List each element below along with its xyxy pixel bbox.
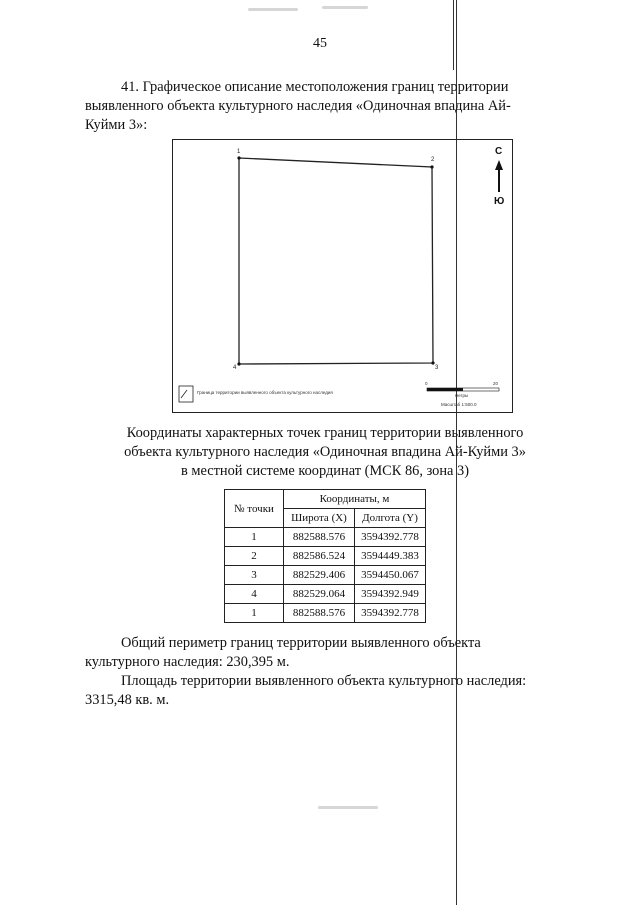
row-latitude: 882588.576 [284, 604, 355, 623]
row-point-number: 2 [225, 547, 284, 566]
caption-line-1: Координаты характерных точек границ территории выявленного [126, 425, 524, 441]
point-label-4: 4 [233, 365, 237, 371]
row-latitude: 882529.064 [284, 585, 355, 604]
scale-start: 0 [425, 381, 428, 386]
territory-boundary [239, 158, 433, 364]
scale-unit: метры [455, 393, 469, 398]
legend-text: Граница территории выявленного объекта культурного наследия [197, 390, 333, 395]
row-point-number: 4 [225, 585, 284, 604]
area-line-1: Площадь территории выявленного объекта культурного наследия: [121, 673, 527, 689]
area-line-2: 3315,48 кв. м. [85, 692, 170, 708]
row-point-number: 1 [225, 604, 284, 623]
scale-text: Масштаб 1:500.0 [441, 402, 477, 407]
table-header-row [225, 490, 426, 509]
area-paragraph [85, 672, 565, 710]
scale-bar-fill [427, 388, 463, 391]
legend-swatch-line [181, 390, 187, 398]
point-marker-4 [237, 362, 240, 365]
coordinates-table [224, 489, 426, 623]
row-longitude: 3594450.067 [355, 566, 426, 585]
heading-line-1: 41. Графическое описание местоположения границ территории [121, 79, 509, 95]
point-marker-2 [430, 165, 433, 168]
north-label: С [495, 146, 503, 157]
perimeter-paragraph [85, 634, 565, 672]
point-label-1: 1 [237, 149, 241, 155]
table-row [225, 566, 426, 585]
row-latitude: 882586.524 [284, 547, 355, 566]
scan-smudge-top-right [322, 6, 368, 9]
south-label: Ю [494, 196, 505, 207]
row-point-number: 3 [225, 566, 284, 585]
legend-swatch [179, 386, 193, 402]
table-row [225, 528, 426, 547]
section-heading [85, 78, 565, 135]
point-marker-1 [237, 156, 240, 159]
header-coordinates: Координаты, м [284, 490, 426, 509]
header-longitude: Долгота (Y) [355, 509, 426, 528]
scan-smudge-top-left [248, 8, 298, 11]
scale-end: 20 [493, 381, 499, 386]
row-latitude: 882588.576 [284, 528, 355, 547]
page-number: 45 [313, 36, 327, 51]
caption-line-3: в местной системе координат (МСК 86, зона 3) [180, 463, 470, 479]
boundary-map [172, 139, 513, 413]
row-latitude: 882529.406 [284, 566, 355, 585]
scan-smudge-bottom [318, 806, 378, 809]
header-point-number: № точки [225, 490, 284, 528]
table-row [225, 585, 426, 604]
scan-fold-line-2 [453, 0, 454, 70]
row-longitude: 3594449.383 [355, 547, 426, 566]
caption-line-2: объекта культурного наследия «Одиночная впадина Ай-Куйми 3» [124, 444, 526, 460]
table-caption [85, 424, 565, 481]
boundary-map-drawing [173, 140, 514, 414]
point-label-3: 3 [435, 365, 439, 371]
point-label-2: 2 [431, 157, 435, 163]
heading-line-2: выявленного объекта культурного наследия «Одиночная впадина Ай- [85, 98, 511, 114]
heading-line-3: Куйми 3»: [85, 117, 148, 133]
header-latitude: Широта (X) [284, 509, 355, 528]
perimeter-line-2: культурного наследия: 230,395 м. [85, 654, 290, 670]
perimeter-line-1: Общий периметр границ территории выявленного объекта [121, 635, 481, 651]
row-point-number: 1 [225, 528, 284, 547]
row-longitude: 3594392.949 [355, 585, 426, 604]
row-longitude: 3594392.778 [355, 528, 426, 547]
row-longitude: 3594392.778 [355, 604, 426, 623]
north-arrow-head [495, 160, 503, 170]
table-row [225, 547, 426, 566]
table-row [225, 604, 426, 623]
